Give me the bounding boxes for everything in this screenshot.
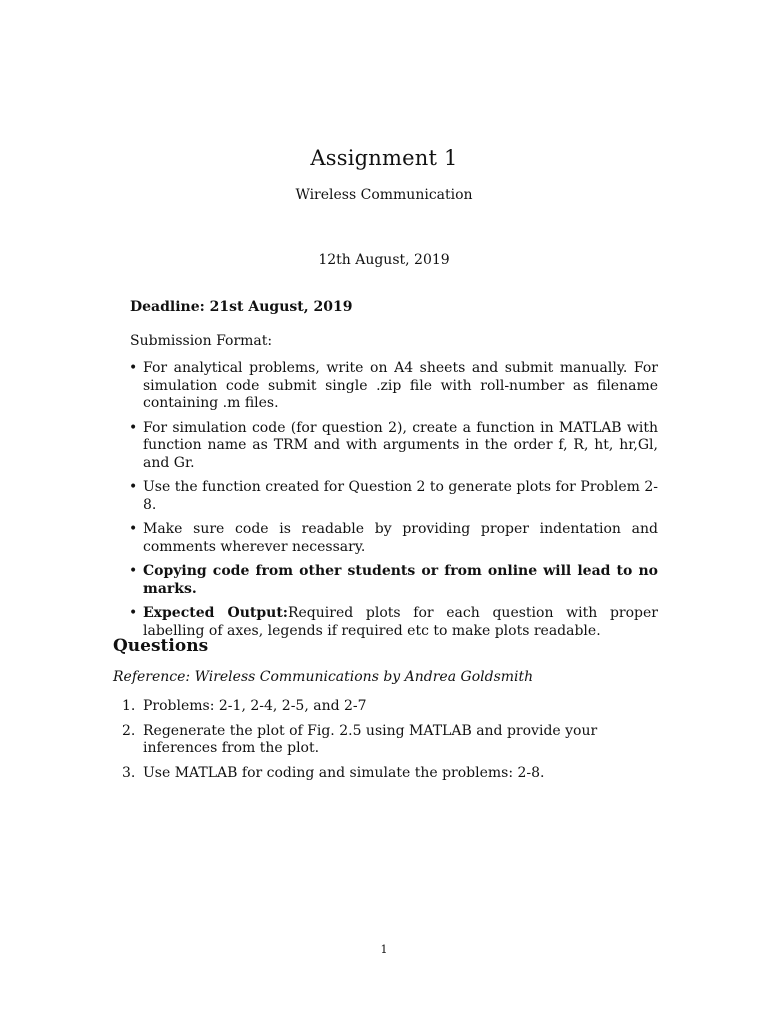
question-list [0, 698, 768, 789]
question-number: 3. [122, 764, 136, 781]
bullet-bold-text: Copying code from other students or from online will lead to no marks. [143, 563, 658, 597]
bullet-item [129, 605, 658, 640]
question-number: 2. [122, 722, 136, 739]
bullet-item [129, 521, 658, 556]
page-date: 12th August, 2019 [318, 252, 450, 268]
bullet-dot-icon: • [129, 563, 138, 579]
question-item [122, 722, 658, 758]
question-text: Use MATLAB for coding and simulate the problems: 2-8. [143, 764, 545, 781]
page-number: 1 [380, 943, 388, 956]
reference-line: Reference: Wireless Communications by Andrea Goldsmith [113, 669, 534, 685]
bullet-item [129, 563, 658, 598]
bullet-dot-icon: • [129, 605, 138, 621]
page-subtitle: Wireless Communication [295, 187, 473, 203]
question-item [122, 698, 658, 716]
question-number: 1. [122, 698, 136, 714]
deadline: Deadline: 21st August, 2019 [130, 299, 353, 315]
bullet-dot-icon: • [129, 479, 138, 495]
bullet-text: Make sure code is readable by providing proper indentation and comments wherever necessary. [143, 521, 658, 555]
question-text: Problems: 2-1, 2-4, 2-5, and 2-7 [143, 698, 367, 714]
submission-format-label: Submission Format: [130, 333, 273, 349]
bullet-bold-text: Expected Output: [143, 605, 288, 621]
bullet-item [129, 360, 658, 413]
page-title: Assignment 1 [310, 146, 458, 170]
questions-heading: Questions [113, 636, 209, 656]
question-item [122, 764, 658, 783]
bullet-dot-icon: • [129, 419, 138, 436]
bullet-text: For simulation code (for question 2), create a function in MATLAB with function name as TRM and with arguments in the order f, R, ht, hr,Gl, and Gr. [143, 419, 658, 471]
bullet-text: For analytical problems, write on A4 sheets and submit manually. For simulation code submit single .zip file with roll-number as filename containing .m files. [143, 360, 658, 411]
bullet-item [129, 419, 658, 473]
question-text: Regenerate the plot of Fig. 2.5 using MATLAB and provide your inferences from the plot. [143, 722, 598, 756]
bullet-item [129, 479, 658, 514]
bullet-dot-icon: • [129, 360, 138, 376]
bullet-dot-icon: • [129, 521, 138, 537]
bullet-text: Required plots for each question with proper labelling of axes, legends if required etc to make plots readable. [143, 605, 658, 639]
bullet-text: Use the function created for Question 2 to generate plots for Problem 2-8. [143, 479, 658, 513]
submission-bullet-list [0, 360, 768, 647]
